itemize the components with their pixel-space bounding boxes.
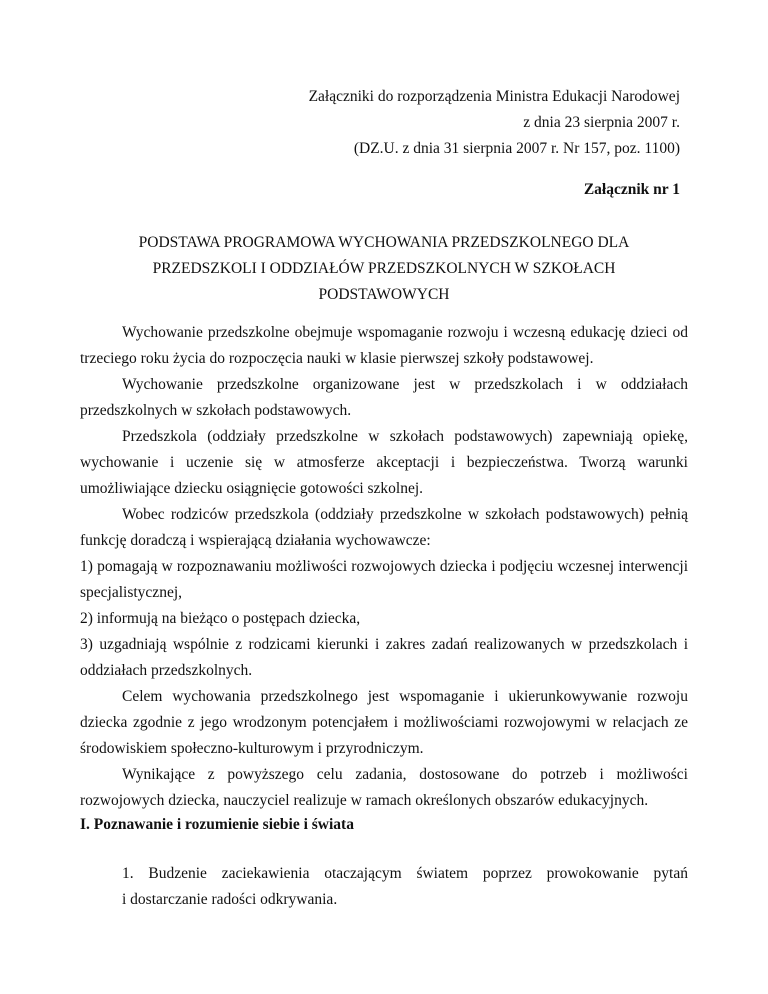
section-heading: I. Poznawanie i rozumienie siebie i świata [80,816,354,833]
paragraph-5: Celem wychowania przedszkolnego jest wspomaganie i ukierunkowywanie rozwoju dziecka zgodnie z jego wrodzonym potencjałem i możliwościami rozwojowymi w relacjach ze środowiskiem społeczno-kulturowym i przyrodniczym. [80,688,688,757]
section-item-1 [122,861,688,913]
paragraph-2: Wychowanie przedszkolne organizowane jest w przedszkolach i w oddziałach przedszkolnych w szkołach podstawowych. [80,376,688,419]
header-date-line: z dnia 23 sierpnia 2007 r. [523,114,680,131]
section-item-1-line-1: 1. Budzenie zaciekawienia otaczającym światem poprzez prowokowanie pytań [122,865,688,882]
list-item-1: 1) pomagają w rozpoznawaniu możliwości rozwojowych dziecka i podjęciu wczesnej interwencji specjalistycznej, [80,558,688,601]
document-body [80,320,688,814]
document-title [80,230,688,308]
annex-label: Załącznik nr 1 [583,181,680,198]
paragraph-1: Wychowanie przedszkolne obejmuje wspomaganie rozwoju i wczesną edukację dzieci od trzeciego roku życia do rozpoczęcia nauki w klasie pierwszej szkoły podstawowej. [80,324,688,367]
paragraph-6: Wynikające z powyższego celu zadania, dostosowane do potrzeb i możliwości rozwojowych dziecka, nauczyciel realizuje w ramach określonych obszarów edukacyjnych. [80,766,688,809]
header-regulation-line: Załączniki do rozporządzenia Ministra Edukacji Narodowej [308,88,680,105]
paragraph-4: Wobec rodziców przedszkola (oddziały przedszkolne w szkołach podstawowych) pełnią funkcję doradczą i wspierającą działania wychowawcze: [80,506,688,549]
header-journal-reference: (DZ.U. z dnia 31 sierpnia 2007 r. Nr 157, poz. 1100) [353,140,680,157]
list-item-2: 2) informują na bieżąco o postępach dziecka, [80,610,361,627]
title-line-1: PODSTAWA PROGRAMOWA WYCHOWANIA PRZEDSZKOLNEGO DLA [138,234,630,251]
list-item-3: 3) uzgadniają wspólnie z rodzicami kierunki i zakres zadań realizowanych w przedszkolach i oddziałach przedszkolnych. [80,636,688,679]
section-item-1-line-2: i dostarczanie radości odkrywania. [122,891,338,908]
paragraph-3: Przedszkola (oddziały przedszkolne w szkołach podstawowych) zapewniają opiekę, wychowanie i uczenie się w atmosferze akceptacji i bezpieczeństwa. Tworzą warunki umożliwiające dziecku osiągnięcie gotowości szkolnej. [80,428,688,497]
title-line-3: PODSTAWOWYCH [318,286,450,303]
title-line-2: PRZEDSZKOLI I ODDZIAŁÓW PRZEDSZKOLNYCH W SZKOŁACH [152,260,616,277]
